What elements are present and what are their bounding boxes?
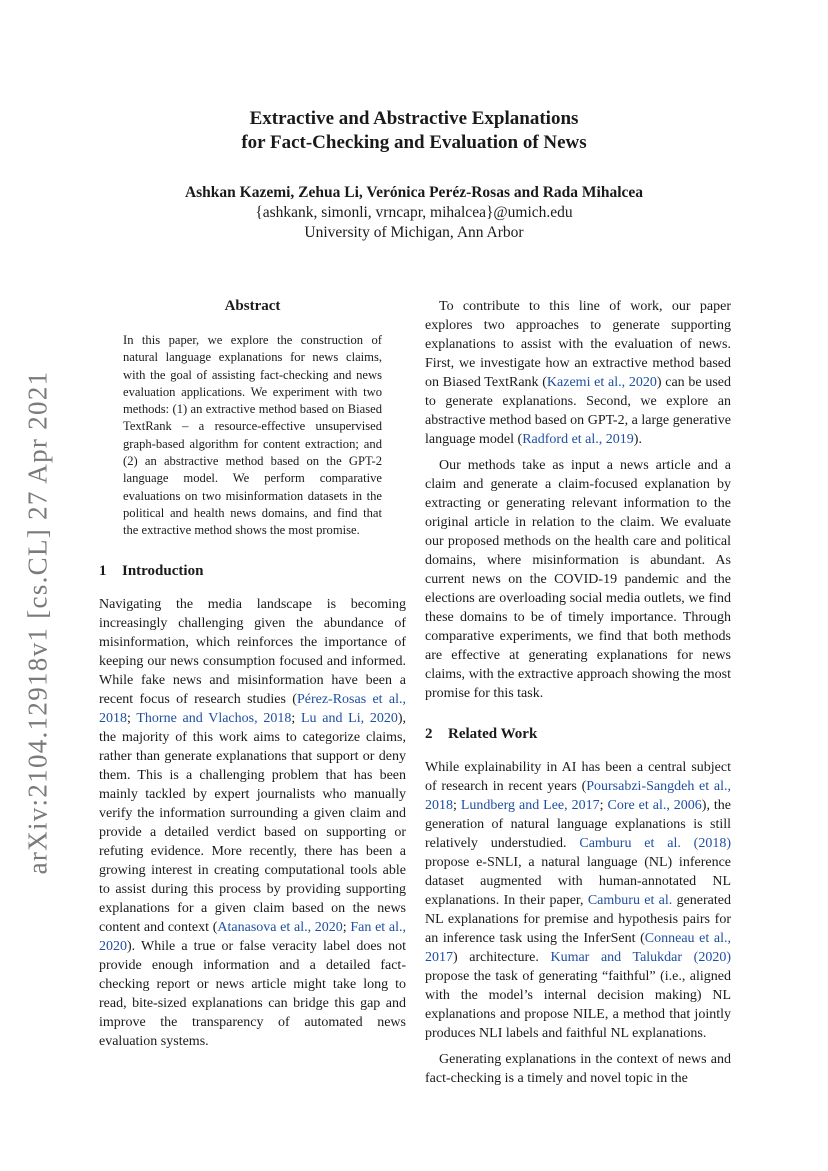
right-paragraph-2: Our methods take as input a news article and a claim and generate a claim-focused explanation by extracting or generating relevant information to the original article in relation to the claim. We evaluate our proposed methods on the health care and political domains, where misinformation is abundant. As current news on the COVID-19 pandemic and the elections are overloading social media outlets, we find these domains to be of timely importance. Through comparative experiments, we find that both methods are effective at generating explanations for news claims, with the extractive approach showing the most promise for this task.: [425, 458, 731, 701]
intro-paragraph-1: [99, 595, 406, 1051]
text-run: ;: [599, 798, 608, 813]
text-run: To contribute to this line of work, our paper explores two approaches to generate supporting explanations to assist with the evaluation of news. First, we investigate how an extractive method based on Biased TextRank (: [425, 299, 731, 390]
abstract-heading: Abstract: [224, 298, 281, 314]
citation-link[interactable]: Radford et al., 2019: [522, 432, 634, 447]
author-affiliation: University of Michigan, Ann Arbor: [304, 224, 524, 241]
section-heading-related-work: [425, 725, 731, 744]
paper-title: [0, 107, 828, 155]
text-run: propose e-SNLI, a natural language (NL) inference dataset augmented with human-annotated NL explanations. In their paper,: [425, 855, 731, 908]
author-names: Ashkan Kazemi, Zehua Li, Verónica Peréz-Rosas and Rada Mihalcea: [184, 184, 644, 201]
section-number: 1: [99, 562, 107, 579]
citation-link[interactable]: Poursabzi-Sangdeh et al., 2018: [425, 779, 731, 813]
citation-link[interactable]: Kazemi et al., 2020: [546, 375, 657, 390]
section-number: 2: [425, 726, 433, 742]
text-run: generated NL explanations for premise and hypothesis pairs for an inference task using the InferSent (: [425, 893, 731, 946]
section-title: Introduction: [122, 562, 204, 579]
citation-link[interactable]: Conneau et al., 2017: [425, 931, 731, 965]
author-block: [0, 183, 828, 243]
citation-link[interactable]: Camburu et al. (2018): [579, 836, 731, 851]
right-column: [425, 297, 731, 1088]
citation-link[interactable]: Pérez-Rosas et al., 2018: [99, 691, 406, 726]
abstract-text: In this paper, we explore the construction of natural language explanations for news claims, with the goal of assisting fact-checking and news evaluation applications. We experiment with two methods: (1) an extractive method based on Biased TextRank – a resource-effective unsupervised graph-based algorithm for content extraction; and (2) an abstractive method based on the GPT-2 language model. We perform comparative evaluations on two misinformation datasets in the political and health news domains, and find that the extractive method shows the most promise.: [123, 333, 382, 538]
citation-link[interactable]: Lu and Li, 2020: [300, 710, 398, 726]
text-run: Navigating the media landscape is becoming increasingly challenging given the abundance of misinformation, which reinforces the importance of keeping our news consumption focused and informed. While fake news and misinformation have been a recent focus of research studies (: [99, 596, 406, 707]
arxiv-stamp: [13, 365, 63, 880]
section-title: Related Work: [448, 726, 538, 742]
text-run: While explainability in AI has been a central subject of research in recent years (: [425, 760, 731, 794]
citation-link[interactable]: Kumar and Talukdar (2020): [550, 950, 731, 965]
related-paragraph-2: Generating explanations in the context of news and fact-checking is a timely and novel topic in the: [425, 1052, 731, 1086]
citation-link[interactable]: Fan et al., 2020: [99, 919, 406, 954]
citation-link[interactable]: Lundberg and Lee, 2017: [460, 798, 600, 813]
section-heading-introduction: [99, 562, 406, 581]
left-column: [99, 297, 406, 1051]
text-run: ;: [127, 710, 137, 726]
text-run: ), the generation of natural language explanations is still relatively understudied.: [425, 798, 732, 851]
title-line-1: Extractive and Abstractive Explanations: [249, 108, 579, 129]
text-run: propose the task of generating “faithful” (i.e., aligned with the model’s internal decision making) NL explanations and propose NILE, a method that jointly produces NLI labels and faithful NL explanations.: [425, 969, 731, 1041]
text-run: ) architecture.: [453, 950, 551, 965]
text-run: ;: [291, 710, 301, 726]
citation-link[interactable]: Thorne and Vlachos, 2018: [136, 710, 292, 726]
title-line-2: for Fact-Checking and Evaluation of News: [241, 132, 587, 153]
text-run: ), the majority of this work aims to categorize claims, rather than generate explanations that support or deny them. This is a challenging problem that has been mainly tackled by expert journalists who manually verify the information surrounding a given claim and provide a detailed verdict based on supporting or refuting evidence. More recently, there has been a growing interest in creating computational tools able to assist during this process by providing supporting explanations for a given claim based on the news content and context (: [99, 710, 407, 935]
citation-link[interactable]: Core et al., 2006: [607, 798, 702, 813]
related-paragraph-1: [425, 758, 731, 1043]
text-run: ;: [342, 919, 351, 935]
right-paragraph-1: [425, 297, 731, 449]
citation-link[interactable]: Atanasova et al., 2020: [217, 919, 343, 935]
text-run: ). While a true or false veracity label does not provide enough information and a detailed fact-checking report or news article might take long to read, bite-sized explanations can bridge this gap and improve the transparency of automated news evaluation systems.: [99, 938, 406, 1049]
author-emails: {ashkank, simonli, vrncapr, mihalcea}@umich.edu: [255, 204, 573, 221]
text-run: ;: [453, 798, 461, 813]
citation-link[interactable]: Camburu et al.: [587, 893, 673, 908]
text-run: ).: [633, 432, 642, 447]
arxiv-stamp-text: arXiv:2104.12918v1 [cs.CL] 27 Apr 2021: [22, 370, 53, 875]
text-run: ) can be used to generate explanations. Second, we explore an abstractive method based on GPT-2, a large generative language model (: [425, 375, 731, 447]
